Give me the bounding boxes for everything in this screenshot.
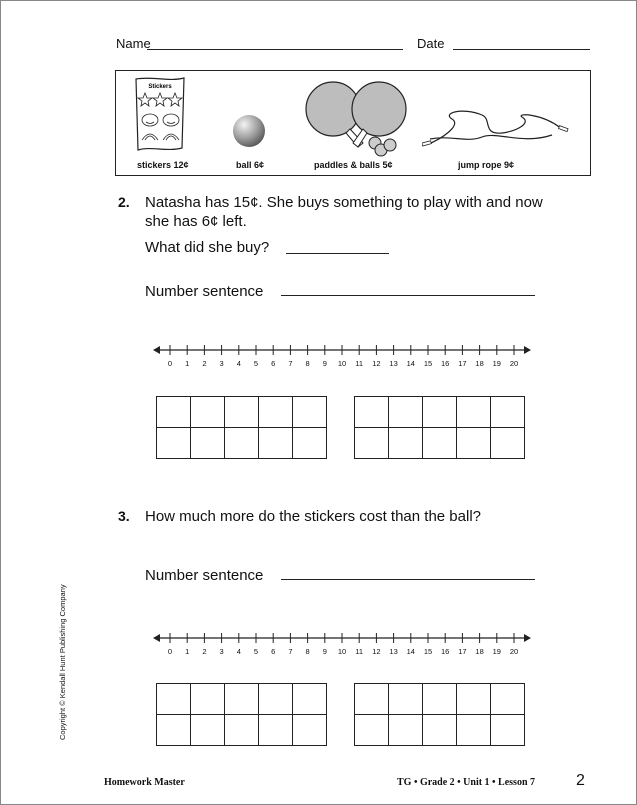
right-arrow-icon bbox=[524, 346, 531, 354]
number-line-tick-label: 15 bbox=[423, 359, 433, 368]
question-3-sentence-label: Number sentence bbox=[145, 567, 264, 584]
jump-rope-icon bbox=[422, 105, 572, 155]
ten-frame-q2-left bbox=[156, 396, 327, 459]
number-line-tick-label: 6 bbox=[271, 359, 276, 368]
number-line-tick-label: 0 bbox=[167, 359, 173, 368]
number-line-tick-label: 20 bbox=[509, 359, 519, 368]
number-line-tick-label: 4 bbox=[236, 647, 241, 656]
number-line-tick-label: 11 bbox=[355, 359, 364, 368]
question-3-number: 3. bbox=[118, 508, 130, 524]
number-line-tick-label: 17 bbox=[458, 359, 467, 368]
number-line-q3 bbox=[152, 626, 548, 666]
ten-frame-q3-right bbox=[354, 683, 525, 746]
number-line-tick-label: 4 bbox=[236, 359, 241, 368]
footer-lesson-info: TG • Grade 2 • Unit 1 • Lesson 7 bbox=[397, 777, 536, 788]
number-line-tick-label: 19 bbox=[492, 359, 501, 368]
question-3-text: How much more do the stickers cost than the ball? bbox=[145, 508, 481, 525]
number-line-tick-label: 16 bbox=[441, 359, 450, 368]
number-line-tick-label: 18 bbox=[475, 359, 484, 368]
number-line-tick-label: 9 bbox=[322, 647, 327, 656]
question-2-sentence-line[interactable] bbox=[281, 295, 535, 296]
ten-frame-q3-left bbox=[156, 683, 327, 746]
number-line-tick-label: 7 bbox=[288, 359, 293, 368]
question-3-sentence-line[interactable] bbox=[281, 579, 535, 580]
number-line-tick-label: 1 bbox=[185, 647, 190, 656]
number-line-tick-label: 10 bbox=[337, 359, 347, 368]
item-label-jump-rope: jump rope 9¢ bbox=[458, 160, 515, 170]
paddles-icon bbox=[303, 79, 409, 159]
ball-icon bbox=[231, 113, 267, 149]
ten-frame-q2-right bbox=[354, 396, 525, 459]
name-label: Name bbox=[116, 36, 151, 51]
number-line-tick-label: 10 bbox=[337, 647, 347, 656]
number-line-tick-label: 7 bbox=[288, 647, 293, 656]
page-number: 2 bbox=[576, 772, 585, 789]
left-arrow-icon bbox=[153, 634, 160, 642]
name-line[interactable] bbox=[147, 49, 403, 50]
number-line-tick-label: 8 bbox=[305, 359, 310, 368]
stickers-sheet-title: Stickers bbox=[148, 84, 172, 90]
number-line-tick-label: 3 bbox=[219, 647, 224, 656]
number-line-tick-label: 1 bbox=[185, 359, 190, 368]
number-line-tick-label: 5 bbox=[253, 647, 259, 656]
item-label-ball: ball 6¢ bbox=[236, 160, 265, 170]
number-line-tick-label: 13 bbox=[389, 359, 398, 368]
footer-homework-master: Homework Master bbox=[104, 777, 185, 788]
right-arrow-icon bbox=[524, 634, 531, 642]
number-line-tick-label: 6 bbox=[271, 647, 276, 656]
number-line-q2 bbox=[152, 338, 548, 378]
number-line-tick-label: 5 bbox=[253, 359, 259, 368]
number-line-tick-label: 16 bbox=[441, 647, 450, 656]
number-line-tick-label: 18 bbox=[475, 647, 484, 656]
stickers-sheet-icon bbox=[131, 76, 189, 152]
number-line-tick-label: 0 bbox=[167, 647, 173, 656]
question-2-number: 2. bbox=[118, 194, 130, 210]
number-line-tick-label: 13 bbox=[389, 647, 398, 656]
number-line-tick-label: 11 bbox=[355, 647, 364, 656]
question-2-answer-line[interactable] bbox=[286, 253, 389, 254]
number-line-tick-label: 14 bbox=[406, 647, 415, 656]
left-arrow-icon bbox=[153, 346, 160, 354]
number-line-tick-label: 12 bbox=[372, 647, 381, 656]
number-line-tick-label: 8 bbox=[305, 647, 310, 656]
number-line-tick-label: 17 bbox=[458, 647, 467, 656]
number-line-tick-label: 15 bbox=[423, 647, 433, 656]
item-label-paddles: paddles & balls 5¢ bbox=[314, 160, 393, 170]
question-2-sentence-label: Number sentence bbox=[145, 283, 264, 300]
number-line-tick-label: 9 bbox=[322, 359, 327, 368]
number-line-tick-label: 20 bbox=[509, 647, 519, 656]
item-label-stickers: stickers 12¢ bbox=[137, 160, 189, 170]
question-2-prompt: What did she buy? bbox=[145, 239, 270, 256]
number-line-tick-label: 3 bbox=[219, 359, 224, 368]
number-line-tick-label: 14 bbox=[406, 359, 415, 368]
number-line-tick-label: 2 bbox=[202, 359, 207, 368]
copyright-text: Copyright © Kendall Hunt Publishing Company bbox=[58, 584, 67, 740]
number-line-tick-label: 2 bbox=[202, 647, 207, 656]
date-line[interactable] bbox=[453, 49, 590, 50]
number-line-tick-label: 19 bbox=[492, 647, 501, 656]
question-2-text-line2: she has 6¢ left. bbox=[145, 213, 247, 230]
number-line-tick-label: 12 bbox=[372, 359, 381, 368]
question-2-text-line1: Natasha has 15¢. She buys something to play with and now bbox=[145, 194, 543, 211]
date-label: Date bbox=[417, 36, 445, 51]
